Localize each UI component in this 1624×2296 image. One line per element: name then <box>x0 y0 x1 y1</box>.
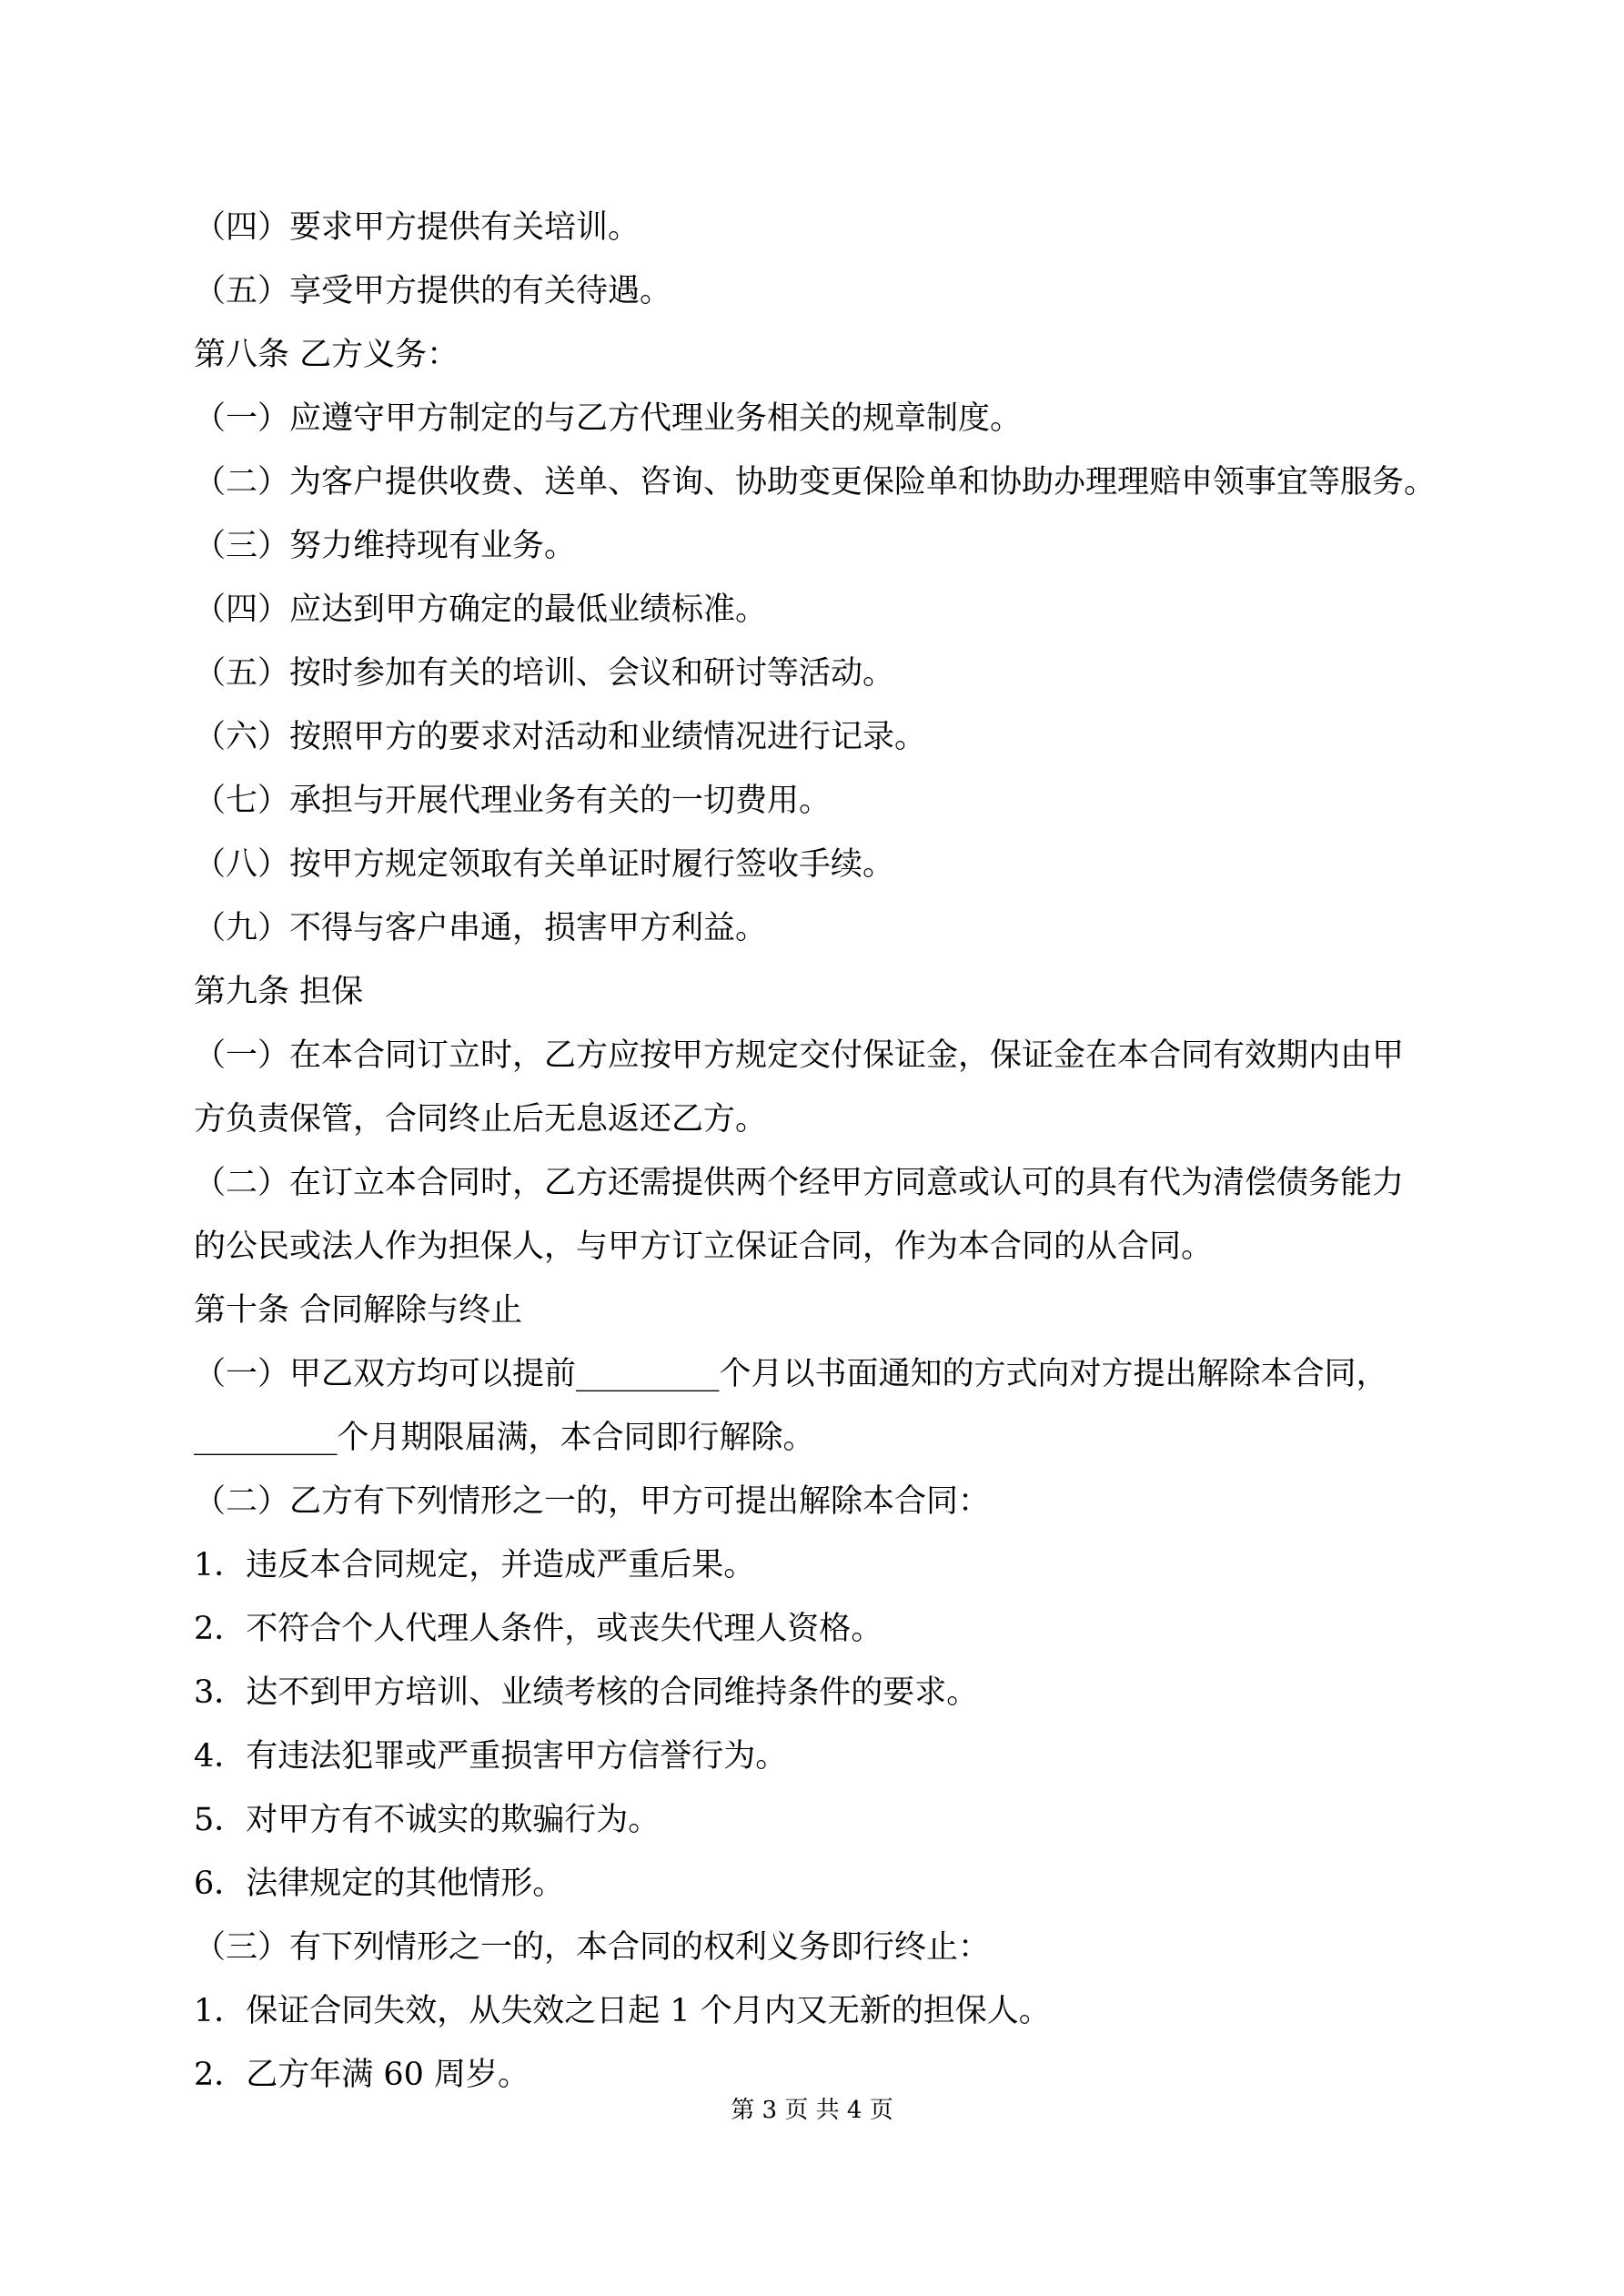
clause-line: （五）享受甲方提供的有关待遇。 <box>194 273 672 309</box>
clause-line: （三）有下列情形之一的，本合同的权利义务即行终止： <box>194 1929 991 1966</box>
list-item: 5．对甲方有不诚实的欺骗行为。 <box>194 1802 661 1838</box>
clause-line: （六）按照甲方的要求对活动和业绩情况进行记录。 <box>194 719 927 755</box>
clause-line: 方负责保管，合同终止后无息返还乙方。 <box>194 1101 768 1138</box>
clause-line: （八）按甲方规定领取有关单证时履行签收手续。 <box>194 846 895 883</box>
clause-line: （四）应达到甲方确定的最低业绩标准。 <box>194 592 768 628</box>
clause-line: 的公民或法人作为担保人，与甲方订立保证合同，作为本合同的从合同。 <box>194 1229 1214 1265</box>
clause-line: （四）要求甲方提供有关培训。 <box>194 209 641 246</box>
list-item: 1．保证合同失效，从失效之日起 1 个月内又无新的担保人。 <box>194 1993 1051 2029</box>
clause-line: _________个月期限届满，本合同即行解除。 <box>194 1420 815 1456</box>
clause-line: （九）不得与客户串通，损害甲方利益。 <box>194 910 768 946</box>
list-item: 2．乙方年满 60 周岁。 <box>194 2057 530 2093</box>
clause-line: （三）努力维持现有业务。 <box>194 528 577 564</box>
page-number-footer: 第 3 页 共 4 页 <box>731 2097 893 2124</box>
clause-line: （七）承担与开展代理业务有关的一切费用。 <box>194 783 832 819</box>
article-heading: 第十条 合同解除与终止 <box>194 1292 523 1329</box>
list-item: 6．法律规定的其他情形。 <box>194 1866 565 1902</box>
list-item: 3．达不到甲方培训、业绩考核的合同维持条件的要求。 <box>194 1674 979 1711</box>
article-heading: 第九条 担保 <box>194 974 364 1010</box>
clause-line: （二）为客户提供收费、送单、咨询、协助变更保险单和协助办理理赔申领事宜等服务。 <box>194 464 1437 501</box>
clause-line: （一）在本合同订立时，乙方应按甲方规定交付保证金，保证金在本合同有效期内由甲 <box>194 1037 1405 1074</box>
list-item: 1．违反本合同规定，并造成严重后果。 <box>194 1547 756 1583</box>
clause-line: （一）应遵守甲方制定的与乙方代理业务相关的规章制度。 <box>194 400 1023 437</box>
clause-line: （二）乙方有下列情形之一的，甲方可提出解除本合同： <box>194 1483 991 1520</box>
list-item: 2．不符合个人代理人条件，或丧失代理人资格。 <box>194 1611 883 1647</box>
article-heading: 第八条 乙方义务： <box>194 337 459 373</box>
clause-line: （二）在订立本合同时，乙方还需提供两个经甲方同意或认可的具有代为清偿债务能力 <box>194 1165 1405 1201</box>
clause-line: （五）按时参加有关的培训、会议和研讨等活动。 <box>194 655 895 692</box>
list-item: 4．有违法犯罪或严重损害甲方信誉行为。 <box>194 1738 788 1775</box>
clause-line: （一）甲乙双方均可以提前_________个月以书面通知的方式向对方提出解除本合同， <box>194 1356 1388 1392</box>
